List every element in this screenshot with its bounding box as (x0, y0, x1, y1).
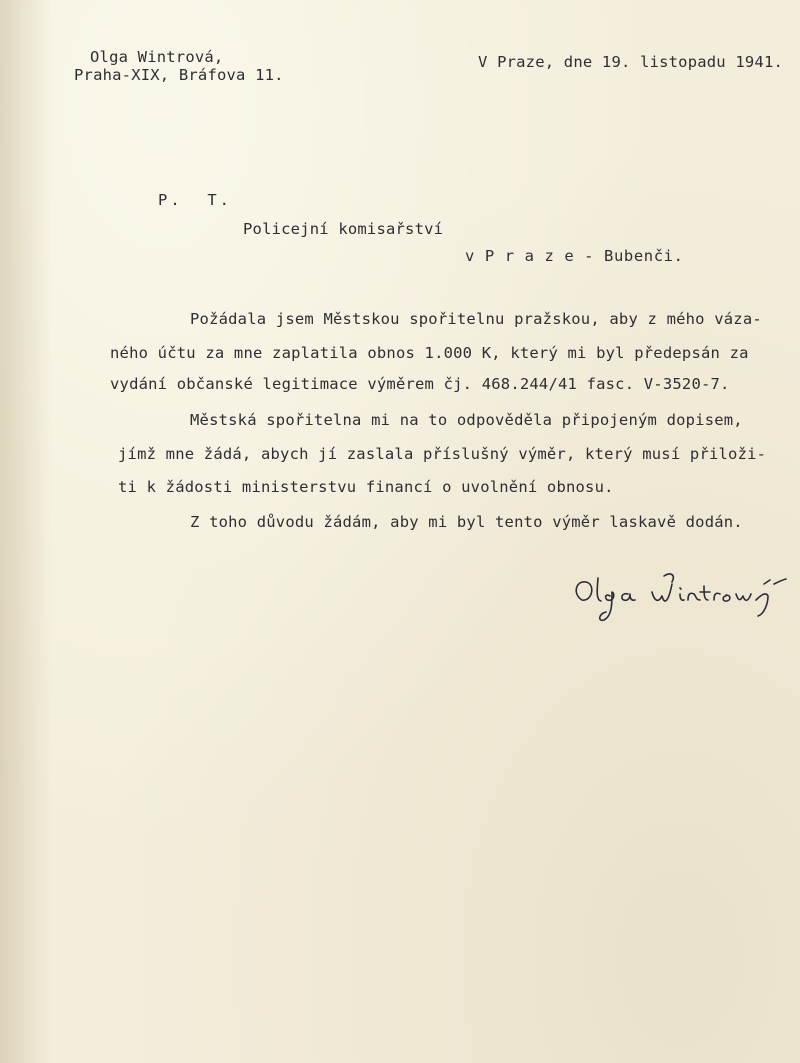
recipient-city: v P r a z e - Bubenči. (465, 247, 684, 265)
paper-edge-shadow (0, 0, 52, 1063)
body-paragraph-1-line-3: vydání občanské legitimace výměrem čj. 468.244/41 fasc. V-3520-7. (110, 375, 730, 393)
body-paragraph-2-line-1: Městská spořitelna mi na to odpověděla připojeným dopisem, (190, 411, 743, 429)
sender-name: Olga Wintrová, (90, 48, 224, 66)
body-paragraph-3-line-1: Z toho důvodu žádám, aby mi byl tento výměr laskavě dodán. (190, 513, 743, 531)
body-paragraph-2-line-2: jímž mne žádá, abych jí zaslala příslušný výměr, který musí přiloži- (118, 445, 767, 463)
handwritten-signature (568, 570, 788, 634)
sender-address: Praha-XIX, Bráfova 11. (74, 66, 284, 84)
recipient-office: Policejní komisařství (243, 220, 444, 238)
body-paragraph-2-line-3: ti k žádosti ministerstvu financí o uvolnění obnosu. (118, 478, 614, 496)
letter-date: V Praze, dne 19. listopadu 1941. (478, 53, 784, 71)
salutation: P. T. (158, 191, 232, 209)
body-paragraph-1-line-2: ného účtu za mne zaplatila obnos 1.000 K, který mi byl předepsán za (110, 344, 749, 362)
body-paragraph-1-line-1: Požádala jsem Městskou spořitelnu pražskou, aby z mého váza- (190, 310, 762, 328)
